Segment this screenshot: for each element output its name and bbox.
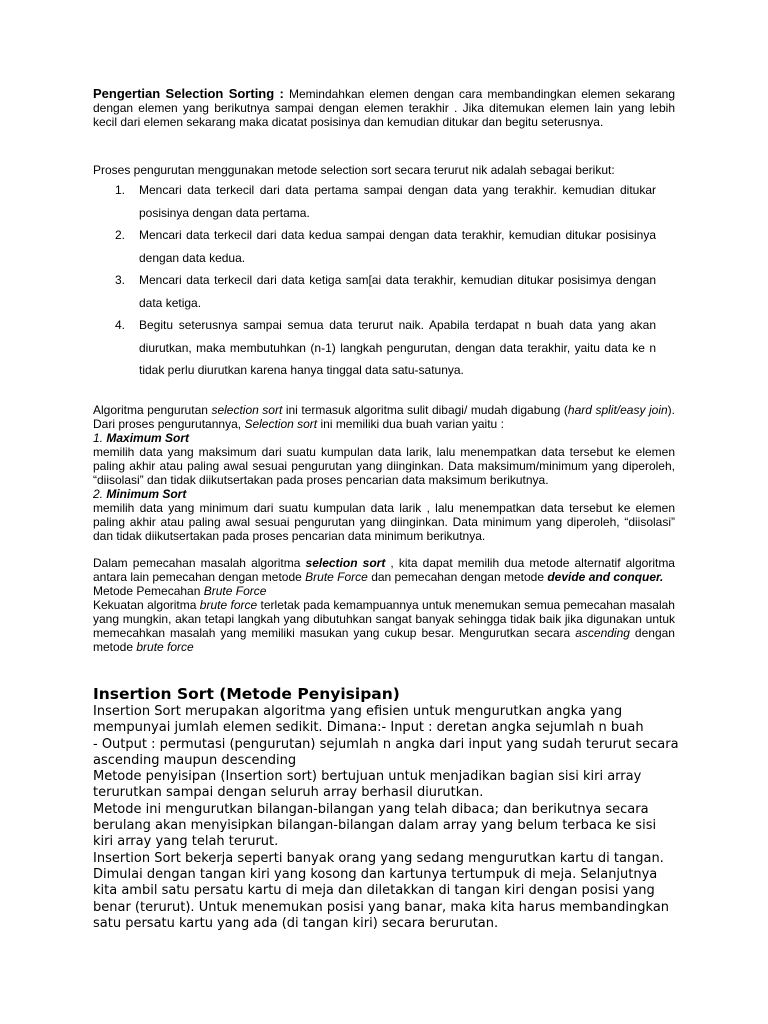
brute-force-heading: Metode Pemecahan Brute Force xyxy=(93,584,267,598)
process-lead: Proses pengurutan menggunakan metode selection sort secara terurut nik adalah sebagai berikut: xyxy=(93,163,615,177)
text-line: Metode penyisipan (Insertion sort) bertujuan untuk menjadikan bagian sisi kiri array xyxy=(93,769,642,785)
alternative-methods-paragraph: Dalam pemecahan masalah algoritma selection sort , kita dapat memilih dua metode alternatif algoritma antara lain pemecahan dengan metode Brute Force dan pemecahan dengan metode devide and conquer. xyxy=(93,556,675,584)
text-line: - Output : permutasi (pengurutan) sejumlah n angka dari input yang sudah terurut secara xyxy=(93,736,679,752)
list-item: 4. Begitu seterusnya sampai semua data terurut naik. Apabila terdapat n buah data yang akan diurutkan, maka membutuhkan (n-1) langkah pengurutan, dengan data terakhir, yaitu data ke n tidak perlu diurutkan karena hanya tinggal data satu-satunya. xyxy=(115,318,656,377)
brute-force-paragraph: Kekuatan algoritma brute force terletak pada kemampuannya untuk menemukan semua pemecahan masalah yang mungkin, akan tetapi langkah yang dibutuhkan sangat banyak sehingga tidak baik jika digunakan untuk memecahkan masalah yang memiliki masukan yang cukup besar. Mengurutkan secara ascending dengan metode brute force xyxy=(93,598,675,654)
text-line: Dimulai dengan tangan kiri yang kosong dan kartunya tertumpuk di meja. Selanjutnya xyxy=(93,866,658,882)
list-item: 3. Mencari data terkecil dari data ketiga sam[ai data terakhir, kemudian ditukar posisimya dengan data ketiga. xyxy=(115,273,656,310)
text-line: mempunyai jumlah elemen sedikit. Dimana:- Input : deretan angka sejumlah n buah xyxy=(93,720,644,736)
text-line: berulang akan menyisipkan bilangan-bilangan dalam array yang belum terbaca ke sisi xyxy=(93,818,657,834)
text-line: Insertion Sort bekerja seperti banyak orang yang sedang mengurutkan kartu di tangan. xyxy=(93,850,664,866)
text-line: Insertion Sort merupakan algoritma yang efisien untuk mengurutkan angka yang xyxy=(93,704,623,719)
text-line: benar (terurut). Untuk menemukan posisi yang banar, maka kita harus membandingkan xyxy=(93,899,670,915)
insertion-sort-body xyxy=(93,704,683,932)
text-line: kiri array yang telah terurut. xyxy=(93,834,279,850)
text-line: satu persatu kartu yang ada (di tangan kiri) secara berurutan. xyxy=(93,915,499,931)
maximum-sort-text: memilih data yang maksimum dari suatu kumpulan data larik, lalu menempatkan data tersebut ke elemen paling akhir atau paling awal sesuai pengurutan yang diinginkan. Data maksimum/minimum yang diperoleh, “diisolasi” dan tidak diikutsertakan pada proses pencarian data maksimum berikutnya. xyxy=(93,445,675,487)
minimum-sort-heading: 2. Minimum Sort xyxy=(93,487,187,501)
maximum-sort-heading: 1. Maximum Sort xyxy=(93,431,190,445)
algorithm-paragraph: Algoritma pengurutan selection sort ini termasuk algoritma sulit dibagi/ mudah digabung (hard split/easy join). Dari proses pengurutannya, Selection sort ini memiliki dua buah varian yaitu : xyxy=(93,403,676,431)
minimum-sort-text: memilih data yang minimum dari suatu kumpulan data larik , lalu menempatkan data tersebut ke elemen paling akhir atau paling awal sesuai pengurutan yang diinginkan. Data minimum yang diperoleh, “diisolasi” dan tidak diikutsertakan pada proses pencarian data minimum berikutnya. xyxy=(93,501,675,543)
list-item: 2. Mencari data terkecil dari data kedua sampai dengan data terakhir, kemudian ditukar posisinya dengan data kedua. xyxy=(115,228,656,265)
intro-heading: Pengertian Selection Sorting : xyxy=(93,86,284,101)
text-line: ascending maupun descending xyxy=(93,752,297,768)
brute-force-section xyxy=(93,556,675,654)
intro-text: Memindahkan elemen dengan cara membandingkan elemen sekarang dengan elemen yang berikutnya sampai dengan elemen terakhir . Jika ditemukan elemen lain yang lebih kecil dari elemen sekarang maka dicatat posisinya dan kemudian ditukar dan begitu seterusnya. xyxy=(93,87,675,129)
insertion-sort-title: Insertion Sort (Metode Penyisipan) xyxy=(93,685,400,703)
text-line: terurutkan sampai dengan seluruh array berhasil diurutkan. xyxy=(93,785,484,801)
algorithm-section xyxy=(93,403,675,543)
text-line: kita ambil satu persatu kartu di meja dan diletakkan di tangan kiri dengan posisi yang xyxy=(93,883,655,899)
text-line: Metode ini mengurutkan bilangan-bilangan yang telah dibaca; dan berikutnya secara xyxy=(93,801,649,817)
process-steps-list xyxy=(93,179,656,382)
intro-paragraph xyxy=(93,87,675,129)
list-item: 1. Mencari data terkecil dari data pertama sampai dengan data yang terakhir. kemudian ditukar posisinya dengan data pertama. xyxy=(115,183,656,220)
